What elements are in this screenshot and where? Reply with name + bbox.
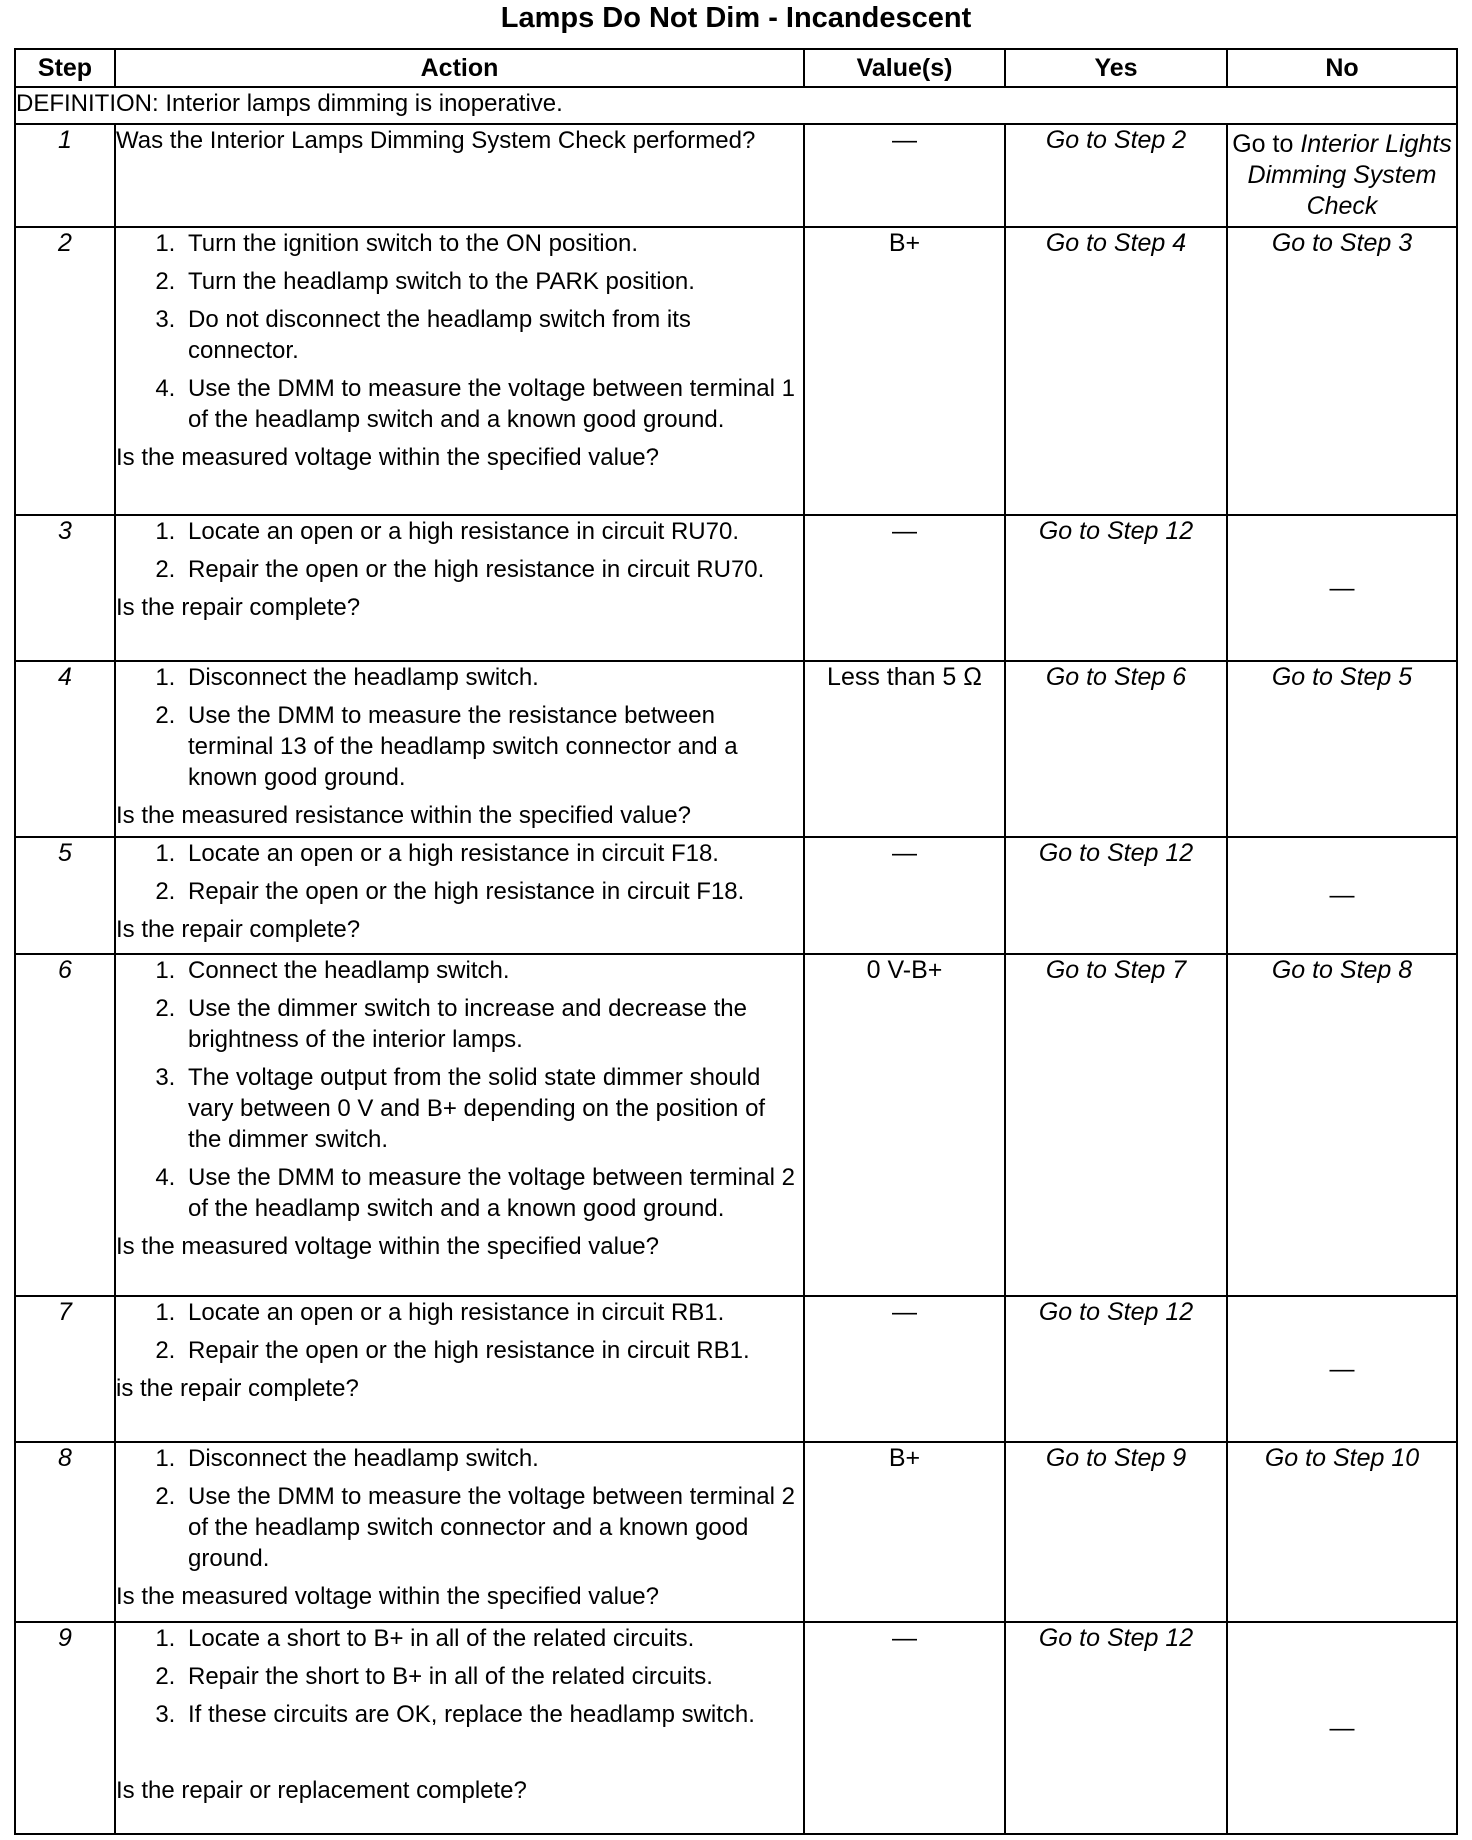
action-item: 2. Repair the short to B+ in all of the related circuits. xyxy=(182,1661,803,1692)
action-item: 2. Use the DMM to measure the voltage between terminal 2 of the headlamp switch connector and a known good ground. xyxy=(182,1481,803,1574)
yes-cell: Go to Step 4 xyxy=(1005,227,1227,515)
step-number: 1 xyxy=(15,124,115,227)
no-link-text: Interior Lights Dimming System Check xyxy=(1247,130,1452,220)
action-list xyxy=(116,838,803,907)
no-prefix: Go to xyxy=(1232,130,1301,158)
table-row xyxy=(15,661,1457,837)
header-step: Step xyxy=(15,49,115,87)
action-cell xyxy=(115,1442,804,1622)
action-list xyxy=(116,1623,803,1730)
action-item: 1. Connect the headlamp switch. xyxy=(182,955,803,986)
spacer xyxy=(116,1737,803,1773)
value-cell: — xyxy=(804,1296,1005,1442)
action-question: Is the measured resistance within the specified value? xyxy=(116,802,691,829)
step-number: 6 xyxy=(15,954,115,1296)
action-cell xyxy=(115,227,804,515)
step-number: 3 xyxy=(15,515,115,661)
action-item: 1. Locate an open or a high resistance in circuit RU70. xyxy=(182,516,803,547)
action-item: 1. Disconnect the headlamp switch. xyxy=(182,662,803,693)
yes-cell: Go to Step 6 xyxy=(1005,661,1227,837)
table-header-row xyxy=(15,49,1457,87)
yes-cell: Go to Step 12 xyxy=(1005,515,1227,661)
action-item: 3. If these circuits are OK, replace the headlamp switch. xyxy=(182,1699,803,1730)
yes-cell: Go to Step 12 xyxy=(1005,1622,1227,1834)
definition-row xyxy=(15,87,1457,124)
action-list xyxy=(116,516,803,585)
table-row xyxy=(15,837,1457,954)
no-cell: Go to Step 5 xyxy=(1227,661,1457,837)
action-question: Is the measured voltage within the specified value? xyxy=(116,444,659,471)
action-cell xyxy=(115,1622,804,1834)
step-number: 2 xyxy=(15,227,115,515)
page-title: Lamps Do Not Dim - Incandescent xyxy=(500,2,972,34)
action-question: is the repair complete? xyxy=(116,1375,359,1402)
table-row xyxy=(15,227,1457,515)
action-item: 2. Repair the open or the high resistance in circuit RB1. xyxy=(182,1335,803,1366)
step-number: 4 xyxy=(15,661,115,837)
value-cell: — xyxy=(804,1622,1005,1834)
action-list xyxy=(116,228,803,435)
value-cell: — xyxy=(804,515,1005,661)
value-cell: — xyxy=(804,124,1005,227)
value-cell: Less than 5 Ω xyxy=(804,661,1005,837)
action-item: 2. Use the DMM to measure the resistance between terminal 13 of the headlamp switch connector and a known good ground. xyxy=(182,700,803,793)
header-no: No xyxy=(1227,49,1457,87)
action-item: 2. Turn the headlamp switch to the PARK position. xyxy=(182,266,803,297)
action-item: 3. Do not disconnect the headlamp switch from its connector. xyxy=(182,304,803,366)
action-question: Is the repair or replacement complete? xyxy=(116,1777,527,1804)
action-cell xyxy=(115,124,804,227)
header-yes: Yes xyxy=(1005,49,1227,87)
step-number: 8 xyxy=(15,1442,115,1622)
diagnostic-table xyxy=(14,48,1458,1835)
table-row xyxy=(15,515,1457,661)
action-item: 1. Locate an open or a high resistance in circuit RB1. xyxy=(182,1297,803,1328)
action-item: 2. Use the dimmer switch to increase and decrease the brightness of the interior lamps. xyxy=(182,993,803,1055)
action-cell xyxy=(115,515,804,661)
table-row xyxy=(15,1622,1457,1834)
action-cell xyxy=(115,661,804,837)
no-cell: Go to Step 3 xyxy=(1227,227,1457,515)
step-number: 7 xyxy=(15,1296,115,1442)
yes-cell: Go to Step 2 xyxy=(1005,124,1227,227)
header-action: Action xyxy=(115,49,804,87)
action-item: 2. Repair the open or the high resistance in circuit RU70. xyxy=(182,554,803,585)
step-number: 9 xyxy=(15,1622,115,1834)
step-number: 5 xyxy=(15,837,115,954)
diagnostic-table-container xyxy=(14,48,1456,1835)
table-row xyxy=(15,954,1457,1296)
no-cell: — xyxy=(1227,1622,1457,1834)
action-item: 3. The voltage output from the solid state dimmer should vary between 0 V and B+ depending on the position of the dimmer switch. xyxy=(182,1062,803,1155)
action-cell xyxy=(115,837,804,954)
value-cell: B+ xyxy=(804,227,1005,515)
yes-cell: Go to Step 12 xyxy=(1005,837,1227,954)
action-item: 2. Repair the open or the high resistance in circuit F18. xyxy=(182,876,803,907)
header-values: Value(s) xyxy=(804,49,1005,87)
action-question: Is the repair complete? xyxy=(116,594,361,621)
no-reference xyxy=(1228,125,1456,226)
yes-cell: Go to Step 12 xyxy=(1005,1296,1227,1442)
action-item: 1. Locate a short to B+ in all of the related circuits. xyxy=(182,1623,803,1654)
value-cell: B+ xyxy=(804,1442,1005,1622)
action-item: 4. Use the DMM to measure the voltage between terminal 1 of the headlamp switch and a known good ground. xyxy=(182,373,803,435)
definition-text: DEFINITION: Interior lamps dimming is inoperative. xyxy=(15,87,1457,124)
action-list xyxy=(116,662,803,793)
table-row xyxy=(15,1296,1457,1442)
table-body xyxy=(15,87,1457,1834)
action-question: Is the repair complete? xyxy=(116,916,361,943)
yes-cell: Go to Step 9 xyxy=(1005,1442,1227,1622)
action-cell xyxy=(115,954,804,1296)
action-question: Was the Interior Lamps Dimming System Check performed? xyxy=(116,127,756,154)
no-cell xyxy=(1227,124,1457,227)
table-row xyxy=(15,1442,1457,1622)
action-item: 1. Locate an open or a high resistance in circuit F18. xyxy=(182,838,803,869)
no-cell: — xyxy=(1227,515,1457,661)
action-question: Is the measured voltage within the specified value? xyxy=(116,1233,659,1260)
no-cell: Go to Step 10 xyxy=(1227,1442,1457,1622)
value-cell: — xyxy=(804,837,1005,954)
action-list xyxy=(116,1443,803,1574)
action-list xyxy=(116,955,803,1224)
action-list xyxy=(116,1297,803,1366)
value-cell: 0 V-B+ xyxy=(804,954,1005,1296)
no-cell: Go to Step 8 xyxy=(1227,954,1457,1296)
table-row xyxy=(15,124,1457,227)
action-item: 1. Turn the ignition switch to the ON position. xyxy=(182,228,803,259)
no-cell: — xyxy=(1227,837,1457,954)
no-cell: — xyxy=(1227,1296,1457,1442)
action-item: 4. Use the DMM to measure the voltage between terminal 2 of the headlamp switch and a known good ground. xyxy=(182,1162,803,1224)
action-question: Is the measured voltage within the specified value? xyxy=(116,1583,659,1610)
yes-cell: Go to Step 7 xyxy=(1005,954,1227,1296)
action-cell xyxy=(115,1296,804,1442)
action-item: 1. Disconnect the headlamp switch. xyxy=(182,1443,803,1474)
